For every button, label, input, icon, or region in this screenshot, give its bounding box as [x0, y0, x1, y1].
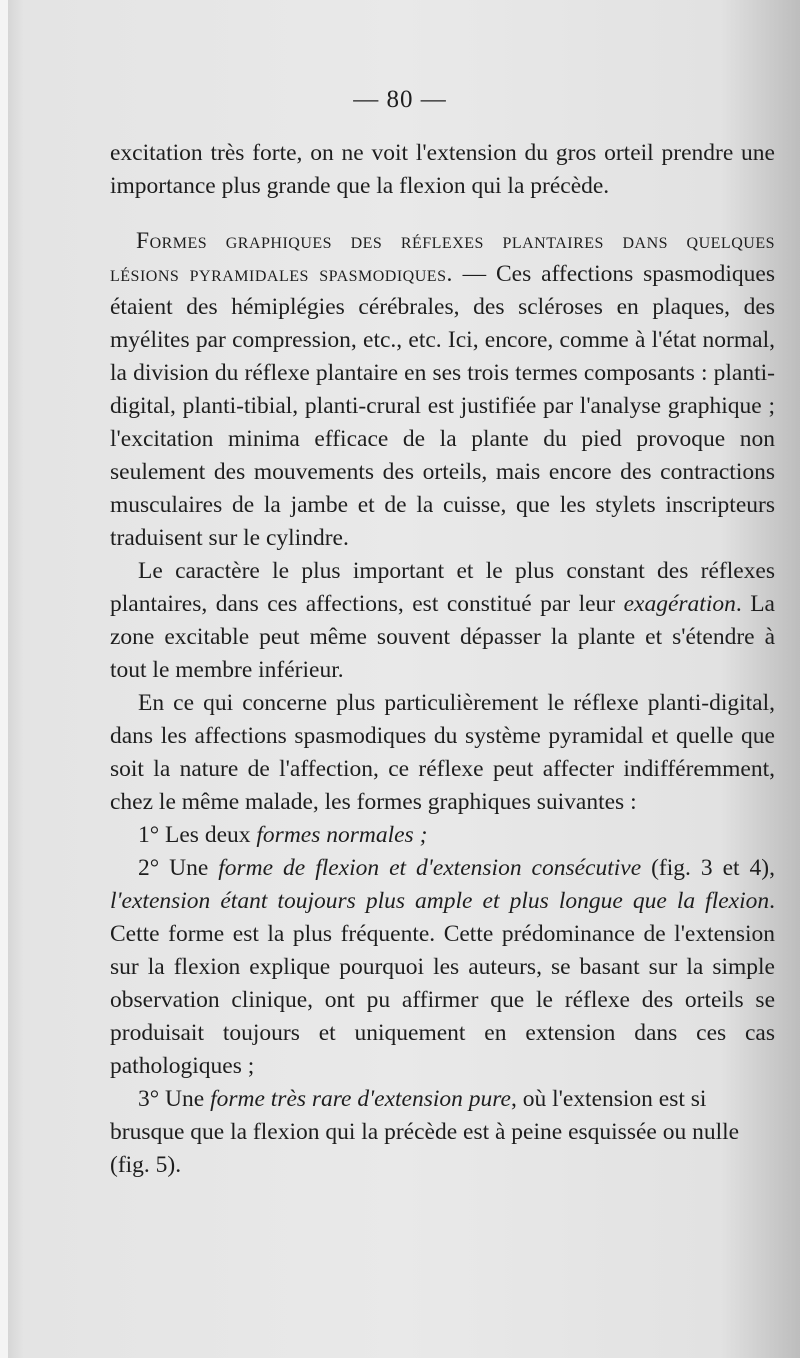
text-run: 2° Une: [138, 855, 219, 881]
section-heading-body: — Ces affections spasmodiques étaient des hémiplégies cérébrales, des scléroses en plaques, des myélites par compression, etc., etc. Ici, encore, comme à l'état normal, la division du réflexe plantaire en ses trois termes composants : planti-digital, planti-tibial, planti-crural est justifiée par l'analyse graphique ; l'excitation minima efficace de la plante du pied provoque non seulement des mouvements des orteils, mais encore des contractions musculaires de la jambe et de la cuisse, que les stylets inscripteurs traduisent sur le cylindre.: [110, 261, 776, 551]
page-number: — 80 —: [353, 86, 447, 113]
section-paragraph: [110, 225, 775, 555]
list-item-1: [110, 819, 775, 852]
body-text: [110, 137, 775, 1182]
emphasis: l'extension étant toujours plus ample et plus longue que la flexion: [110, 888, 770, 914]
text-run: Le caractère le plus important et le plus constant des réflexes plantaires, dans ces affections, est constitué par leur: [110, 558, 775, 617]
emphasis: forme très rare d'extension pure: [210, 1086, 511, 1112]
text-run: . La zone excitable peut même souvent dépasser la plante et s'étendre à tout le membre inférieur.: [110, 591, 775, 683]
page-edge: [0, 0, 8, 1358]
text-run: (fig. 3 et 4),: [641, 855, 775, 881]
emphasis: formes normales ;: [256, 822, 428, 848]
text-run: , où l'extension est si brusque que la flexion qui la précède est à peine esquissée ou nulle (fig. 5).: [110, 1086, 740, 1178]
list-item-2: [110, 852, 775, 1083]
section-heading: Formes graphiques des réflexes plantaires dans quelques lésions pyramidales spasmodiques.: [110, 228, 775, 287]
text-run: . Cette forme est la plus fréquente. Cette prédominance de l'extension sur la flexion explique pourquoi les auteurs, se basant sur la simple observation clinique, ont pu affirmer que le réflexe des orteils se produisait toujours et uniquement en extension dans ces cas pathologiques ;: [110, 888, 775, 1079]
paragraph-planti-digital: En ce qui concerne plus particulièrement le réflexe planti-digital, dans les affections spasmodiques du système pyramidal et quelle que soit la nature de l'affection, ce réflexe peut affecter indifféremment, chez le même malade, les formes graphiques suivantes :: [110, 690, 775, 815]
paragraph-continuation: excitation très forte, on ne voit l'extension du gros orteil prendre une importance plus grande que la flexion qui la précède.: [110, 140, 775, 199]
emphasis: exagération: [623, 591, 736, 617]
paragraph-exaggeration: [110, 555, 775, 687]
emphasis: forme de flexion et d'extension consécutive: [218, 855, 642, 881]
text-run: 3° Une: [138, 1086, 211, 1112]
list-item-3: [110, 1083, 775, 1182]
text-run: 1° Les deux: [138, 822, 257, 848]
